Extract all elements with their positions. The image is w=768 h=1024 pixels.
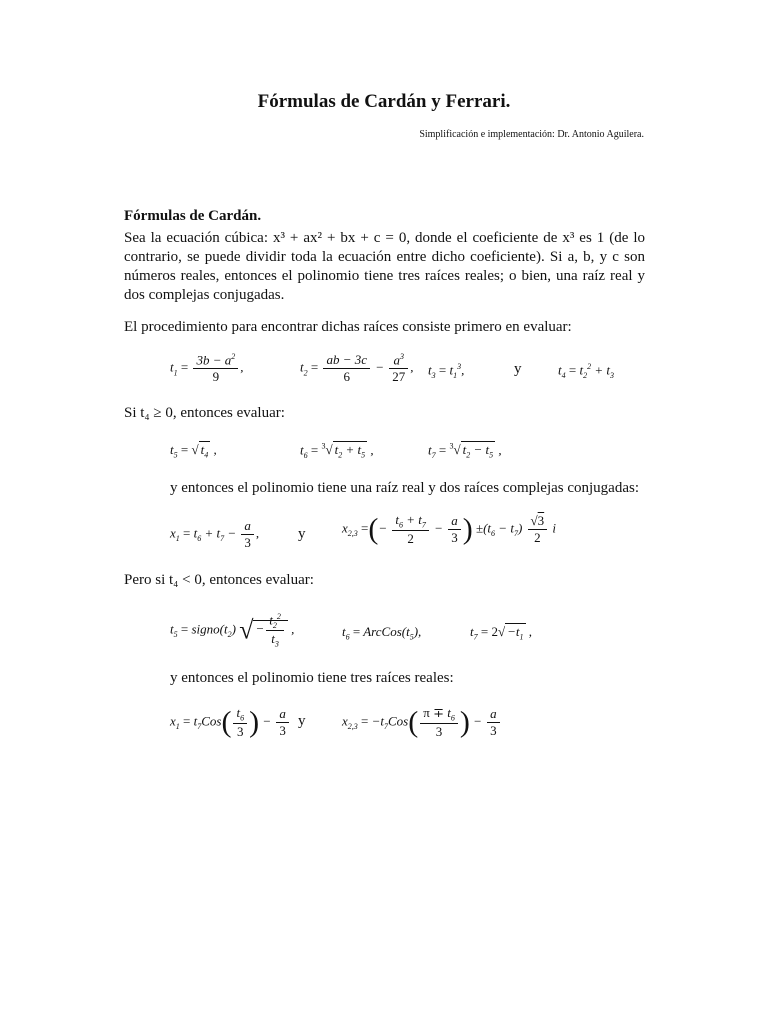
equation-t7-negative: $t_7 = 2√ -t_1$ , [470, 624, 532, 642]
procedure-text: El procedimiento para encontrar dichas raíces consiste primero en evaluar: [124, 319, 572, 335]
equation-t4: $t_4 = t_2^2 + t_3$ [558, 362, 614, 380]
equation-t6-positive: $t_6 = ^3√$ $t_2 + t_5$ , [300, 442, 374, 460]
equation-t3: $t_3 = t_1^3$, [428, 362, 465, 380]
equation-t1: $t_1$ = $\frac{3b - a^2}{9}$ , [170, 352, 244, 385]
conjunction-y: y [298, 526, 306, 542]
section-heading: Fórmulas de Cardán. [124, 208, 262, 224]
intro-paragraph: Sea la ecuación cúbica: x³ + ax² + bx + c = 0, donde el coeficiente de x³ es 1 (de lo contrario, se puede dividir toda la ecuación entre dicho coeficiente). Si a, b, y c son números reales, entonces el polinomio tiene tres raíces reales; o bien, una raíz real y dos complejas conjugadas. [124, 230, 645, 303]
case-positive-text: Si t₄ ≥ 0, entonces evaluar: [124, 405, 285, 421]
page-title: Fórmulas de Cardán y Ferrari. [257, 91, 511, 112]
equation-x1-positive: $x_1 = t_6 + t_7$ − $\frac{a}{3}$ , [170, 518, 260, 550]
conjunction-y: y [298, 713, 306, 729]
equation-t5-negative: $t_5$ = $signo(t_2)$ √ − $\frac{t_2^2}{t_3}$ , [170, 612, 295, 649]
equation-t2: $t_2$ = $\frac{ab - 3c}{6}$ − $\frac{a^3}{27}$ , [300, 352, 414, 385]
equation-t7-positive: $t_7 = ^3√$ $t_2 - t_5$ , [428, 442, 502, 460]
result-positive-text: y entonces el polinomio tiene una raíz real y dos raíces complejas conjugadas: [170, 480, 640, 496]
equation-x23-positive: $x_{2,3}$ =(− $\frac{t_6 + t_7}{2}$ − $\frac{a}{3}$ ) $\pm(t_6 - t_7)$ $\frac{√3}{2}$ i [342, 512, 557, 546]
case-negative-text: Pero si t₄ < 0, entonces evaluar: [124, 572, 314, 588]
equation-x23-negative: $x_{2,3} = -t_7Cos$( $\frac{\pi \mp t_6}{3}$ ) − $\frac{a}{3}$ [342, 705, 502, 740]
conjunction-y: y [514, 361, 522, 377]
equation-t6-negative: $t_6$ = $ArcCos(t_5)$, [342, 624, 422, 642]
subtitle: Simplificación e implementación: Dr. Antonio Aguilera. [419, 129, 644, 140]
equation-t5-positive: $t_5$ = √ $t_4$ , [170, 442, 217, 460]
result-negative-text: y entonces el polinomio tiene tres raíces reales: [170, 670, 454, 686]
equation-x1-negative: $x_1 = t_7Cos$( $\frac{t_6}{3}$ ) − $\frac{a}{3}$ [170, 705, 291, 740]
